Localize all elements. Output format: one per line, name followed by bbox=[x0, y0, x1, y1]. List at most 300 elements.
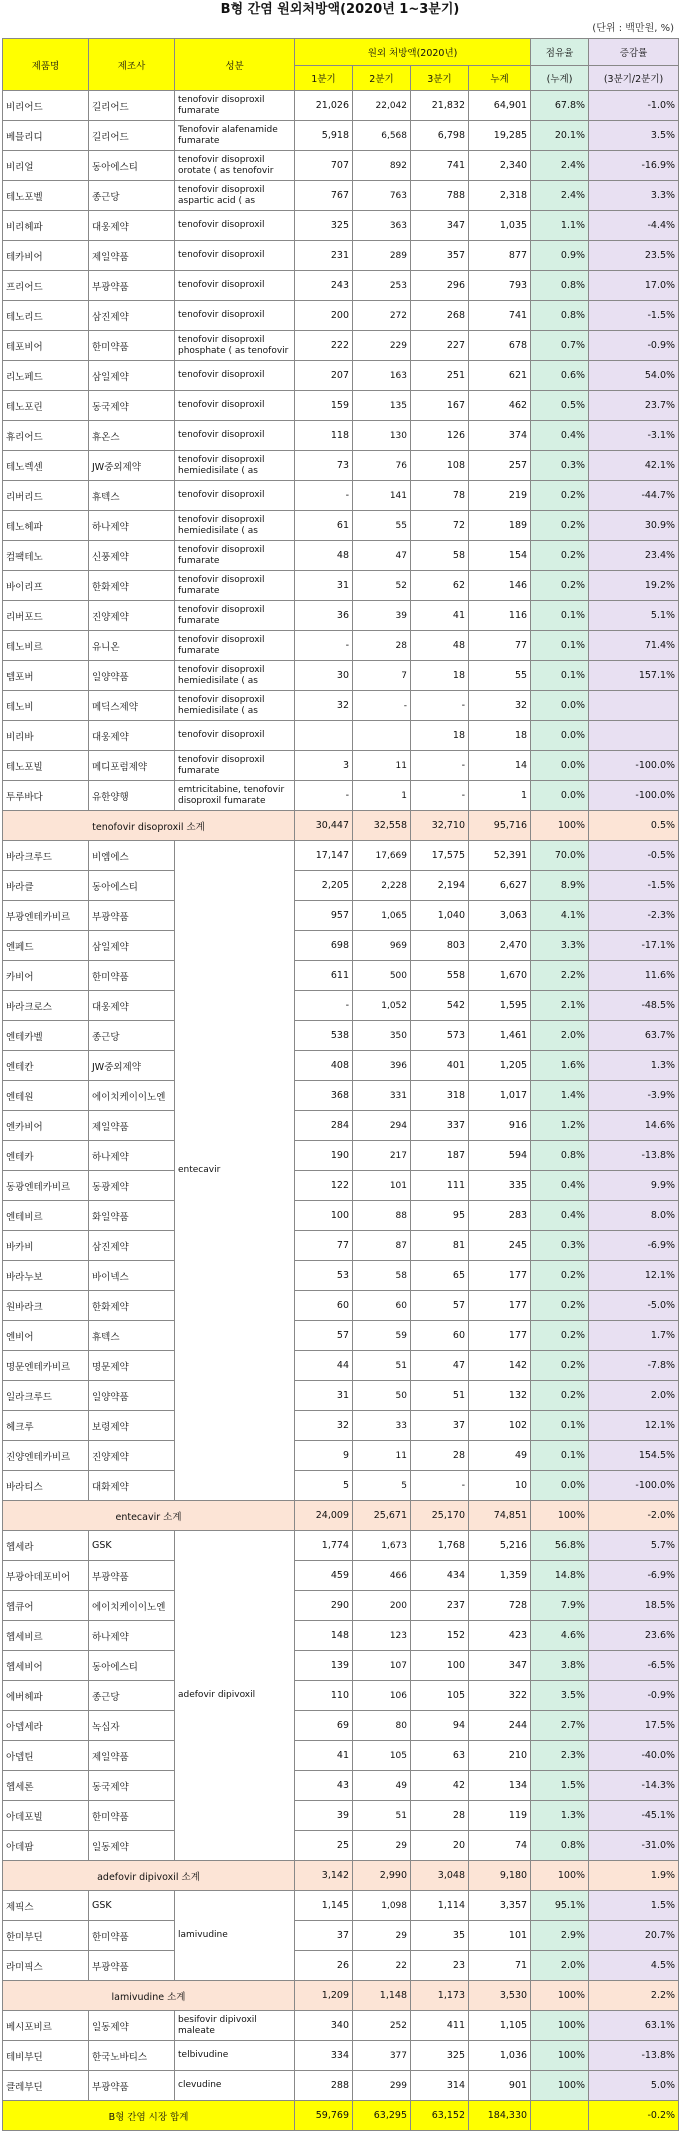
q2-value: 1,098 bbox=[353, 1891, 411, 1921]
q2-value: 1,065 bbox=[353, 901, 411, 931]
total-share bbox=[531, 2101, 589, 2131]
table-row bbox=[3, 511, 679, 541]
q2-value: 7 bbox=[353, 661, 411, 691]
q1-value: - bbox=[295, 631, 353, 661]
table-row bbox=[3, 481, 679, 511]
ingredient-name: besifovir dipivoxil maleate bbox=[175, 2011, 295, 2041]
change-value: 9.9% bbox=[589, 1171, 679, 1201]
q2-value: 123 bbox=[353, 1621, 411, 1651]
share-value: 0.0% bbox=[531, 691, 589, 721]
product-name: 휴리어드 bbox=[3, 421, 89, 451]
table-row bbox=[3, 1681, 679, 1711]
q1-value: 611 bbox=[295, 961, 353, 991]
product-name: 테노포린 bbox=[3, 391, 89, 421]
table-row bbox=[3, 1921, 679, 1951]
maker-name: 대화제약 bbox=[89, 1471, 175, 1501]
table-row bbox=[3, 1741, 679, 1771]
change-value: 23.7% bbox=[589, 391, 679, 421]
product-name: 테카비어 bbox=[3, 241, 89, 271]
cum-value: 74 bbox=[469, 1831, 531, 1861]
subtotal-row bbox=[3, 1981, 679, 2011]
share-value: 0.8% bbox=[531, 1141, 589, 1171]
share-value: 100% bbox=[531, 2041, 589, 2071]
cum-value: 5,216 bbox=[469, 1531, 531, 1561]
q1-value: 41 bbox=[295, 1741, 353, 1771]
change-value: 54.0% bbox=[589, 361, 679, 391]
maker-name: 녹십자 bbox=[89, 1711, 175, 1741]
total-row bbox=[3, 2101, 679, 2131]
maker-name: 제일약품 bbox=[89, 1111, 175, 1141]
cum-value: 1,461 bbox=[469, 1021, 531, 1051]
q2-value: 141 bbox=[353, 481, 411, 511]
maker-name: 삼진제약 bbox=[89, 1231, 175, 1261]
table-row bbox=[3, 1801, 679, 1831]
q2-value: 763 bbox=[353, 181, 411, 211]
table-row bbox=[3, 1711, 679, 1741]
q2-value: 51 bbox=[353, 1801, 411, 1831]
q2-value: 22,042 bbox=[353, 91, 411, 121]
maker-name: 부광약품 bbox=[89, 901, 175, 931]
cum-value: 19,285 bbox=[469, 121, 531, 151]
maker-name: JW중외제약 bbox=[89, 1051, 175, 1081]
q2-value: 163 bbox=[353, 361, 411, 391]
subtotal-q1: 24,009 bbox=[295, 1501, 353, 1531]
table-row bbox=[3, 1171, 679, 1201]
share-value: 0.3% bbox=[531, 451, 589, 481]
change-value: -1.5% bbox=[589, 301, 679, 331]
table-row bbox=[3, 721, 679, 751]
maker-name: 한미약품 bbox=[89, 1921, 175, 1951]
ingredient-name: tenofovir disoproxil bbox=[175, 361, 295, 391]
maker-name: 동아에스티 bbox=[89, 151, 175, 181]
q3-value: 47 bbox=[411, 1351, 469, 1381]
maker-name: 동국제약 bbox=[89, 1771, 175, 1801]
maker-name: 한화제약 bbox=[89, 1291, 175, 1321]
q2-value: 49 bbox=[353, 1771, 411, 1801]
table-row bbox=[3, 1141, 679, 1171]
cum-value: 741 bbox=[469, 301, 531, 331]
product-name: 테비부딘 bbox=[3, 2041, 89, 2071]
product-name: 에버헤파 bbox=[3, 1681, 89, 1711]
share-value: 0.2% bbox=[531, 511, 589, 541]
q3-value: 152 bbox=[411, 1621, 469, 1651]
q2-value: 88 bbox=[353, 1201, 411, 1231]
share-value: 67.8% bbox=[531, 91, 589, 121]
cum-value: 18 bbox=[469, 721, 531, 751]
q1-value: 44 bbox=[295, 1351, 353, 1381]
table-row bbox=[3, 1111, 679, 1141]
q1-value: - bbox=[295, 781, 353, 811]
q1-value: 1,145 bbox=[295, 1891, 353, 1921]
product-name: 엔테비르 bbox=[3, 1201, 89, 1231]
product-name: 투루바다 bbox=[3, 781, 89, 811]
maker-name: 한화제약 bbox=[89, 571, 175, 601]
change-value: -13.8% bbox=[589, 2041, 679, 2071]
cum-value: 2,340 bbox=[469, 151, 531, 181]
share-value: 0.4% bbox=[531, 1171, 589, 1201]
q2-value: 350 bbox=[353, 1021, 411, 1051]
q3-value: 401 bbox=[411, 1051, 469, 1081]
product-name: 리버리드 bbox=[3, 481, 89, 511]
q2-value: 33 bbox=[353, 1411, 411, 1441]
share-value: 0.8% bbox=[531, 1831, 589, 1861]
q3-value: - bbox=[411, 1471, 469, 1501]
q1-value: 1,774 bbox=[295, 1531, 353, 1561]
cum-value: 678 bbox=[469, 331, 531, 361]
q1-value: 110 bbox=[295, 1681, 353, 1711]
cum-value: 3,357 bbox=[469, 1891, 531, 1921]
table-row bbox=[3, 271, 679, 301]
maker-name: 한국노바티스 bbox=[89, 2041, 175, 2071]
cum-value: 1,105 bbox=[469, 2011, 531, 2041]
share-value: 1.4% bbox=[531, 1081, 589, 1111]
share-value: 0.1% bbox=[531, 1441, 589, 1471]
maker-name: 신풍제약 bbox=[89, 541, 175, 571]
product-name: 바라크루드 bbox=[3, 841, 89, 871]
change-value: 1.7% bbox=[589, 1321, 679, 1351]
maker-name: 제일약품 bbox=[89, 241, 175, 271]
change-value: -13.8% bbox=[589, 1141, 679, 1171]
q2-value: 22 bbox=[353, 1951, 411, 1981]
q3-value: 357 bbox=[411, 241, 469, 271]
table-row bbox=[3, 841, 679, 871]
ingredient-name: tenofovir disoproxil hemiedisilate ( as bbox=[175, 691, 295, 721]
subtotal-cum: 95,716 bbox=[469, 811, 531, 841]
cum-value: 132 bbox=[469, 1381, 531, 1411]
ingredient-name: tenofovir disoproxil bbox=[175, 721, 295, 751]
cum-value: 462 bbox=[469, 391, 531, 421]
table-row bbox=[3, 1081, 679, 1111]
share-value: 4.1% bbox=[531, 901, 589, 931]
share-value: 3.8% bbox=[531, 1651, 589, 1681]
q2-value: 106 bbox=[353, 1681, 411, 1711]
maker-name: 바이넥스 bbox=[89, 1261, 175, 1291]
product-name: 엔비어 bbox=[3, 1321, 89, 1351]
cum-value: 1,205 bbox=[469, 1051, 531, 1081]
q1-value: 334 bbox=[295, 2041, 353, 2071]
cum-value: 1,670 bbox=[469, 961, 531, 991]
header-product: 제품명 bbox=[3, 39, 89, 91]
maker-name: 진양제약 bbox=[89, 1441, 175, 1471]
product-name: 테노비르 bbox=[3, 631, 89, 661]
maker-name: 메디포럼제약 bbox=[89, 751, 175, 781]
product-name: 바라티스 bbox=[3, 1471, 89, 1501]
q3-value: 18 bbox=[411, 721, 469, 751]
maker-name: 진양제약 bbox=[89, 601, 175, 631]
change-value: 8.0% bbox=[589, 1201, 679, 1231]
product-name: 진양엔테카비르 bbox=[3, 1441, 89, 1471]
q1-value: 957 bbox=[295, 901, 353, 931]
product-name: 엔테칸 bbox=[3, 1051, 89, 1081]
share-value: 1.3% bbox=[531, 1801, 589, 1831]
share-value: 0.2% bbox=[531, 1351, 589, 1381]
product-name: 비리얼 bbox=[3, 151, 89, 181]
change-value: 2.0% bbox=[589, 1381, 679, 1411]
change-value: -0.9% bbox=[589, 331, 679, 361]
table-row bbox=[3, 1381, 679, 1411]
product-name: 테노리드 bbox=[3, 301, 89, 331]
q3-value: 18 bbox=[411, 661, 469, 691]
share-value: 1.6% bbox=[531, 1051, 589, 1081]
change-value: 5.1% bbox=[589, 601, 679, 631]
subtotal-row bbox=[3, 1861, 679, 1891]
q3-value: 81 bbox=[411, 1231, 469, 1261]
cum-value: 177 bbox=[469, 1291, 531, 1321]
product-name: 테포비어 bbox=[3, 331, 89, 361]
product-name: 부광아데포비어 bbox=[3, 1561, 89, 1591]
product-name: 바라클 bbox=[3, 871, 89, 901]
share-value: 95.1% bbox=[531, 1891, 589, 1921]
subtotal-cum: 3,530 bbox=[469, 1981, 531, 2011]
q3-value: 573 bbox=[411, 1021, 469, 1051]
q3-value: 78 bbox=[411, 481, 469, 511]
q3-value: - bbox=[411, 781, 469, 811]
change-value: -100.0% bbox=[589, 1471, 679, 1501]
maker-name: 에이치케이이노엔 bbox=[89, 1081, 175, 1111]
q1-value: 2,205 bbox=[295, 871, 353, 901]
cum-value: 1,035 bbox=[469, 211, 531, 241]
maker-name: 종근당 bbox=[89, 1021, 175, 1051]
change-value bbox=[589, 721, 679, 751]
change-value: -45.1% bbox=[589, 1801, 679, 1831]
q3-value: 558 bbox=[411, 961, 469, 991]
ingredient-name: tenofovir disoproxil hemiedisilate ( as bbox=[175, 661, 295, 691]
cum-value: 146 bbox=[469, 571, 531, 601]
table-row bbox=[3, 1771, 679, 1801]
q3-value: 72 bbox=[411, 511, 469, 541]
q2-value: 47 bbox=[353, 541, 411, 571]
change-value: -44.7% bbox=[589, 481, 679, 511]
table-row bbox=[3, 1411, 679, 1441]
change-value: 12.1% bbox=[589, 1261, 679, 1291]
share-value: 4.6% bbox=[531, 1621, 589, 1651]
table-row bbox=[3, 1531, 679, 1561]
share-value: 0.7% bbox=[531, 331, 589, 361]
share-value: 14.8% bbox=[531, 1561, 589, 1591]
product-name: 부광엔테카비르 bbox=[3, 901, 89, 931]
product-name: 헤크루 bbox=[3, 1411, 89, 1441]
product-name: 라미픽스 bbox=[3, 1951, 89, 1981]
q3-value: 28 bbox=[411, 1801, 469, 1831]
subtotal-q1: 1,209 bbox=[295, 1981, 353, 2011]
maker-name: 휴텍스 bbox=[89, 481, 175, 511]
q3-value: 347 bbox=[411, 211, 469, 241]
q2-value: 80 bbox=[353, 1711, 411, 1741]
table-row bbox=[3, 1291, 679, 1321]
ingredient-name: tenofovir disoproxil phosphate ( as tenofovir bbox=[175, 331, 295, 361]
product-name: 컴팩테노 bbox=[3, 541, 89, 571]
share-value: 8.9% bbox=[531, 871, 589, 901]
ingredient-name: tenofovir disoproxil bbox=[175, 421, 295, 451]
table-row bbox=[3, 331, 679, 361]
q3-value: 1,114 bbox=[411, 1891, 469, 1921]
ingredient-name: tenofovir disoproxil aspartic acid ( as bbox=[175, 181, 295, 211]
change-value: 1.5% bbox=[589, 1891, 679, 1921]
header-ingredient: 성분 bbox=[175, 39, 295, 91]
table-row bbox=[3, 1021, 679, 1051]
change-value: 5.0% bbox=[589, 2071, 679, 2101]
table-row bbox=[3, 181, 679, 211]
share-value: 1.5% bbox=[531, 1771, 589, 1801]
q1-value: 698 bbox=[295, 931, 353, 961]
change-value: 5.7% bbox=[589, 1531, 679, 1561]
table-row bbox=[3, 541, 679, 571]
cum-value: 177 bbox=[469, 1261, 531, 1291]
maker-name: 길리어드 bbox=[89, 121, 175, 151]
cum-value: 71 bbox=[469, 1951, 531, 1981]
product-name: 엔테카 bbox=[3, 1141, 89, 1171]
table-row bbox=[3, 751, 679, 781]
product-name: 엔테카벨 bbox=[3, 1021, 89, 1051]
q3-value: 434 bbox=[411, 1561, 469, 1591]
product-name: 아뎁틴 bbox=[3, 1741, 89, 1771]
change-value: 4.5% bbox=[589, 1951, 679, 1981]
table-row bbox=[3, 901, 679, 931]
q1-value: 73 bbox=[295, 451, 353, 481]
product-name: 헵세론 bbox=[3, 1771, 89, 1801]
subtotal-row bbox=[3, 811, 679, 841]
maker-name: 삼일제약 bbox=[89, 361, 175, 391]
header-q2: 2분기 bbox=[353, 66, 411, 91]
q3-value: 58 bbox=[411, 541, 469, 571]
q3-value: 17,575 bbox=[411, 841, 469, 871]
maker-name: 에이치케이이노엔 bbox=[89, 1591, 175, 1621]
table-row bbox=[3, 571, 679, 601]
cum-value: 916 bbox=[469, 1111, 531, 1141]
maker-name: 화일약품 bbox=[89, 1201, 175, 1231]
share-value: 3.5% bbox=[531, 1681, 589, 1711]
product-name: 비리바 bbox=[3, 721, 89, 751]
cum-value: 257 bbox=[469, 451, 531, 481]
table-row bbox=[3, 1561, 679, 1591]
change-value: 11.6% bbox=[589, 961, 679, 991]
q1-value: 707 bbox=[295, 151, 353, 181]
q3-value: 111 bbox=[411, 1171, 469, 1201]
table-row bbox=[3, 931, 679, 961]
q3-value: 251 bbox=[411, 361, 469, 391]
table-row bbox=[3, 1591, 679, 1621]
ingredient-name: adefovir dipivoxil bbox=[175, 1531, 295, 1861]
header-chg-sub: (3분기/2분기) bbox=[589, 66, 679, 91]
share-value: 70.0% bbox=[531, 841, 589, 871]
cum-value: 49 bbox=[469, 1441, 531, 1471]
subtotal-cum: 9,180 bbox=[469, 1861, 531, 1891]
q2-value: 892 bbox=[353, 151, 411, 181]
table-row bbox=[3, 301, 679, 331]
share-value: 0.2% bbox=[531, 1381, 589, 1411]
maker-name: 비엠에스 bbox=[89, 841, 175, 871]
cum-value: 283 bbox=[469, 1201, 531, 1231]
maker-name: 제일약품 bbox=[89, 1741, 175, 1771]
q2-value: 200 bbox=[353, 1591, 411, 1621]
ingredient-name: clevudine bbox=[175, 2071, 295, 2101]
subtotal-change: 0.5% bbox=[589, 811, 679, 841]
table-row bbox=[3, 1471, 679, 1501]
product-name: 리버포드 bbox=[3, 601, 89, 631]
change-value: 17.5% bbox=[589, 1711, 679, 1741]
cum-value: 244 bbox=[469, 1711, 531, 1741]
product-name: 템포버 bbox=[3, 661, 89, 691]
change-value: 63.7% bbox=[589, 1021, 679, 1051]
product-name: 제픽스 bbox=[3, 1891, 89, 1921]
maker-name: 대웅제약 bbox=[89, 211, 175, 241]
table-row bbox=[3, 991, 679, 1021]
q3-value: 41 bbox=[411, 601, 469, 631]
table-row bbox=[3, 1321, 679, 1351]
q3-value: 57 bbox=[411, 1291, 469, 1321]
subtotal-q2: 2,990 bbox=[353, 1861, 411, 1891]
q2-value: 39 bbox=[353, 601, 411, 631]
share-value: 2.4% bbox=[531, 151, 589, 181]
q2-value: 107 bbox=[353, 1651, 411, 1681]
table-row bbox=[3, 631, 679, 661]
share-value: 3.3% bbox=[531, 931, 589, 961]
q3-value: 37 bbox=[411, 1411, 469, 1441]
change-value: -7.8% bbox=[589, 1351, 679, 1381]
share-value: 0.2% bbox=[531, 481, 589, 511]
q2-value: 58 bbox=[353, 1261, 411, 1291]
q2-value: 289 bbox=[353, 241, 411, 271]
product-name: 테노렉센 bbox=[3, 451, 89, 481]
share-value: 0.1% bbox=[531, 601, 589, 631]
q3-value: 48 bbox=[411, 631, 469, 661]
q2-value: 135 bbox=[353, 391, 411, 421]
cum-value: 14 bbox=[469, 751, 531, 781]
change-value: -17.1% bbox=[589, 931, 679, 961]
maker-name: 부광약품 bbox=[89, 2071, 175, 2101]
table-row bbox=[3, 391, 679, 421]
table-row bbox=[3, 661, 679, 691]
q1-value: 408 bbox=[295, 1051, 353, 1081]
product-name: 헵세비어 bbox=[3, 1651, 89, 1681]
q1-value: 231 bbox=[295, 241, 353, 271]
share-value: 20.1% bbox=[531, 121, 589, 151]
q2-value: 105 bbox=[353, 1741, 411, 1771]
product-name: 리노페드 bbox=[3, 361, 89, 391]
table-row bbox=[3, 601, 679, 631]
change-value: 17.0% bbox=[589, 271, 679, 301]
q2-value: 76 bbox=[353, 451, 411, 481]
cum-value: 55 bbox=[469, 661, 531, 691]
cum-value: 3,063 bbox=[469, 901, 531, 931]
q1-value: 9 bbox=[295, 1441, 353, 1471]
q1-value: 767 bbox=[295, 181, 353, 211]
q1-value: 39 bbox=[295, 1801, 353, 1831]
q2-value: 253 bbox=[353, 271, 411, 301]
ingredient-name: tenofovir disoproxil fumarate bbox=[175, 751, 295, 781]
table-row bbox=[3, 151, 679, 181]
cum-value: 1,359 bbox=[469, 1561, 531, 1591]
share-value: 100% bbox=[531, 2011, 589, 2041]
cum-value: 728 bbox=[469, 1591, 531, 1621]
table-row bbox=[3, 2041, 679, 2071]
total-cum: 184,330 bbox=[469, 2101, 531, 2131]
product-name: 한미부딘 bbox=[3, 1921, 89, 1951]
subtotal-label: lamivudine 소계 bbox=[3, 1981, 295, 2011]
ingredient-name: tenofovir disoproxil fumarate bbox=[175, 541, 295, 571]
subtotal-label: tenofovir disoproxil 소계 bbox=[3, 811, 295, 841]
maker-name: 동광제약 bbox=[89, 1171, 175, 1201]
change-value: 20.7% bbox=[589, 1921, 679, 1951]
q3-value: 314 bbox=[411, 2071, 469, 2101]
maker-name: 한미약품 bbox=[89, 961, 175, 991]
q2-value: 363 bbox=[353, 211, 411, 241]
q1-value: 139 bbox=[295, 1651, 353, 1681]
subtotal-share: 100% bbox=[531, 1861, 589, 1891]
header-maker: 제조사 bbox=[89, 39, 175, 91]
q2-value: 466 bbox=[353, 1561, 411, 1591]
q3-value: 42 bbox=[411, 1771, 469, 1801]
